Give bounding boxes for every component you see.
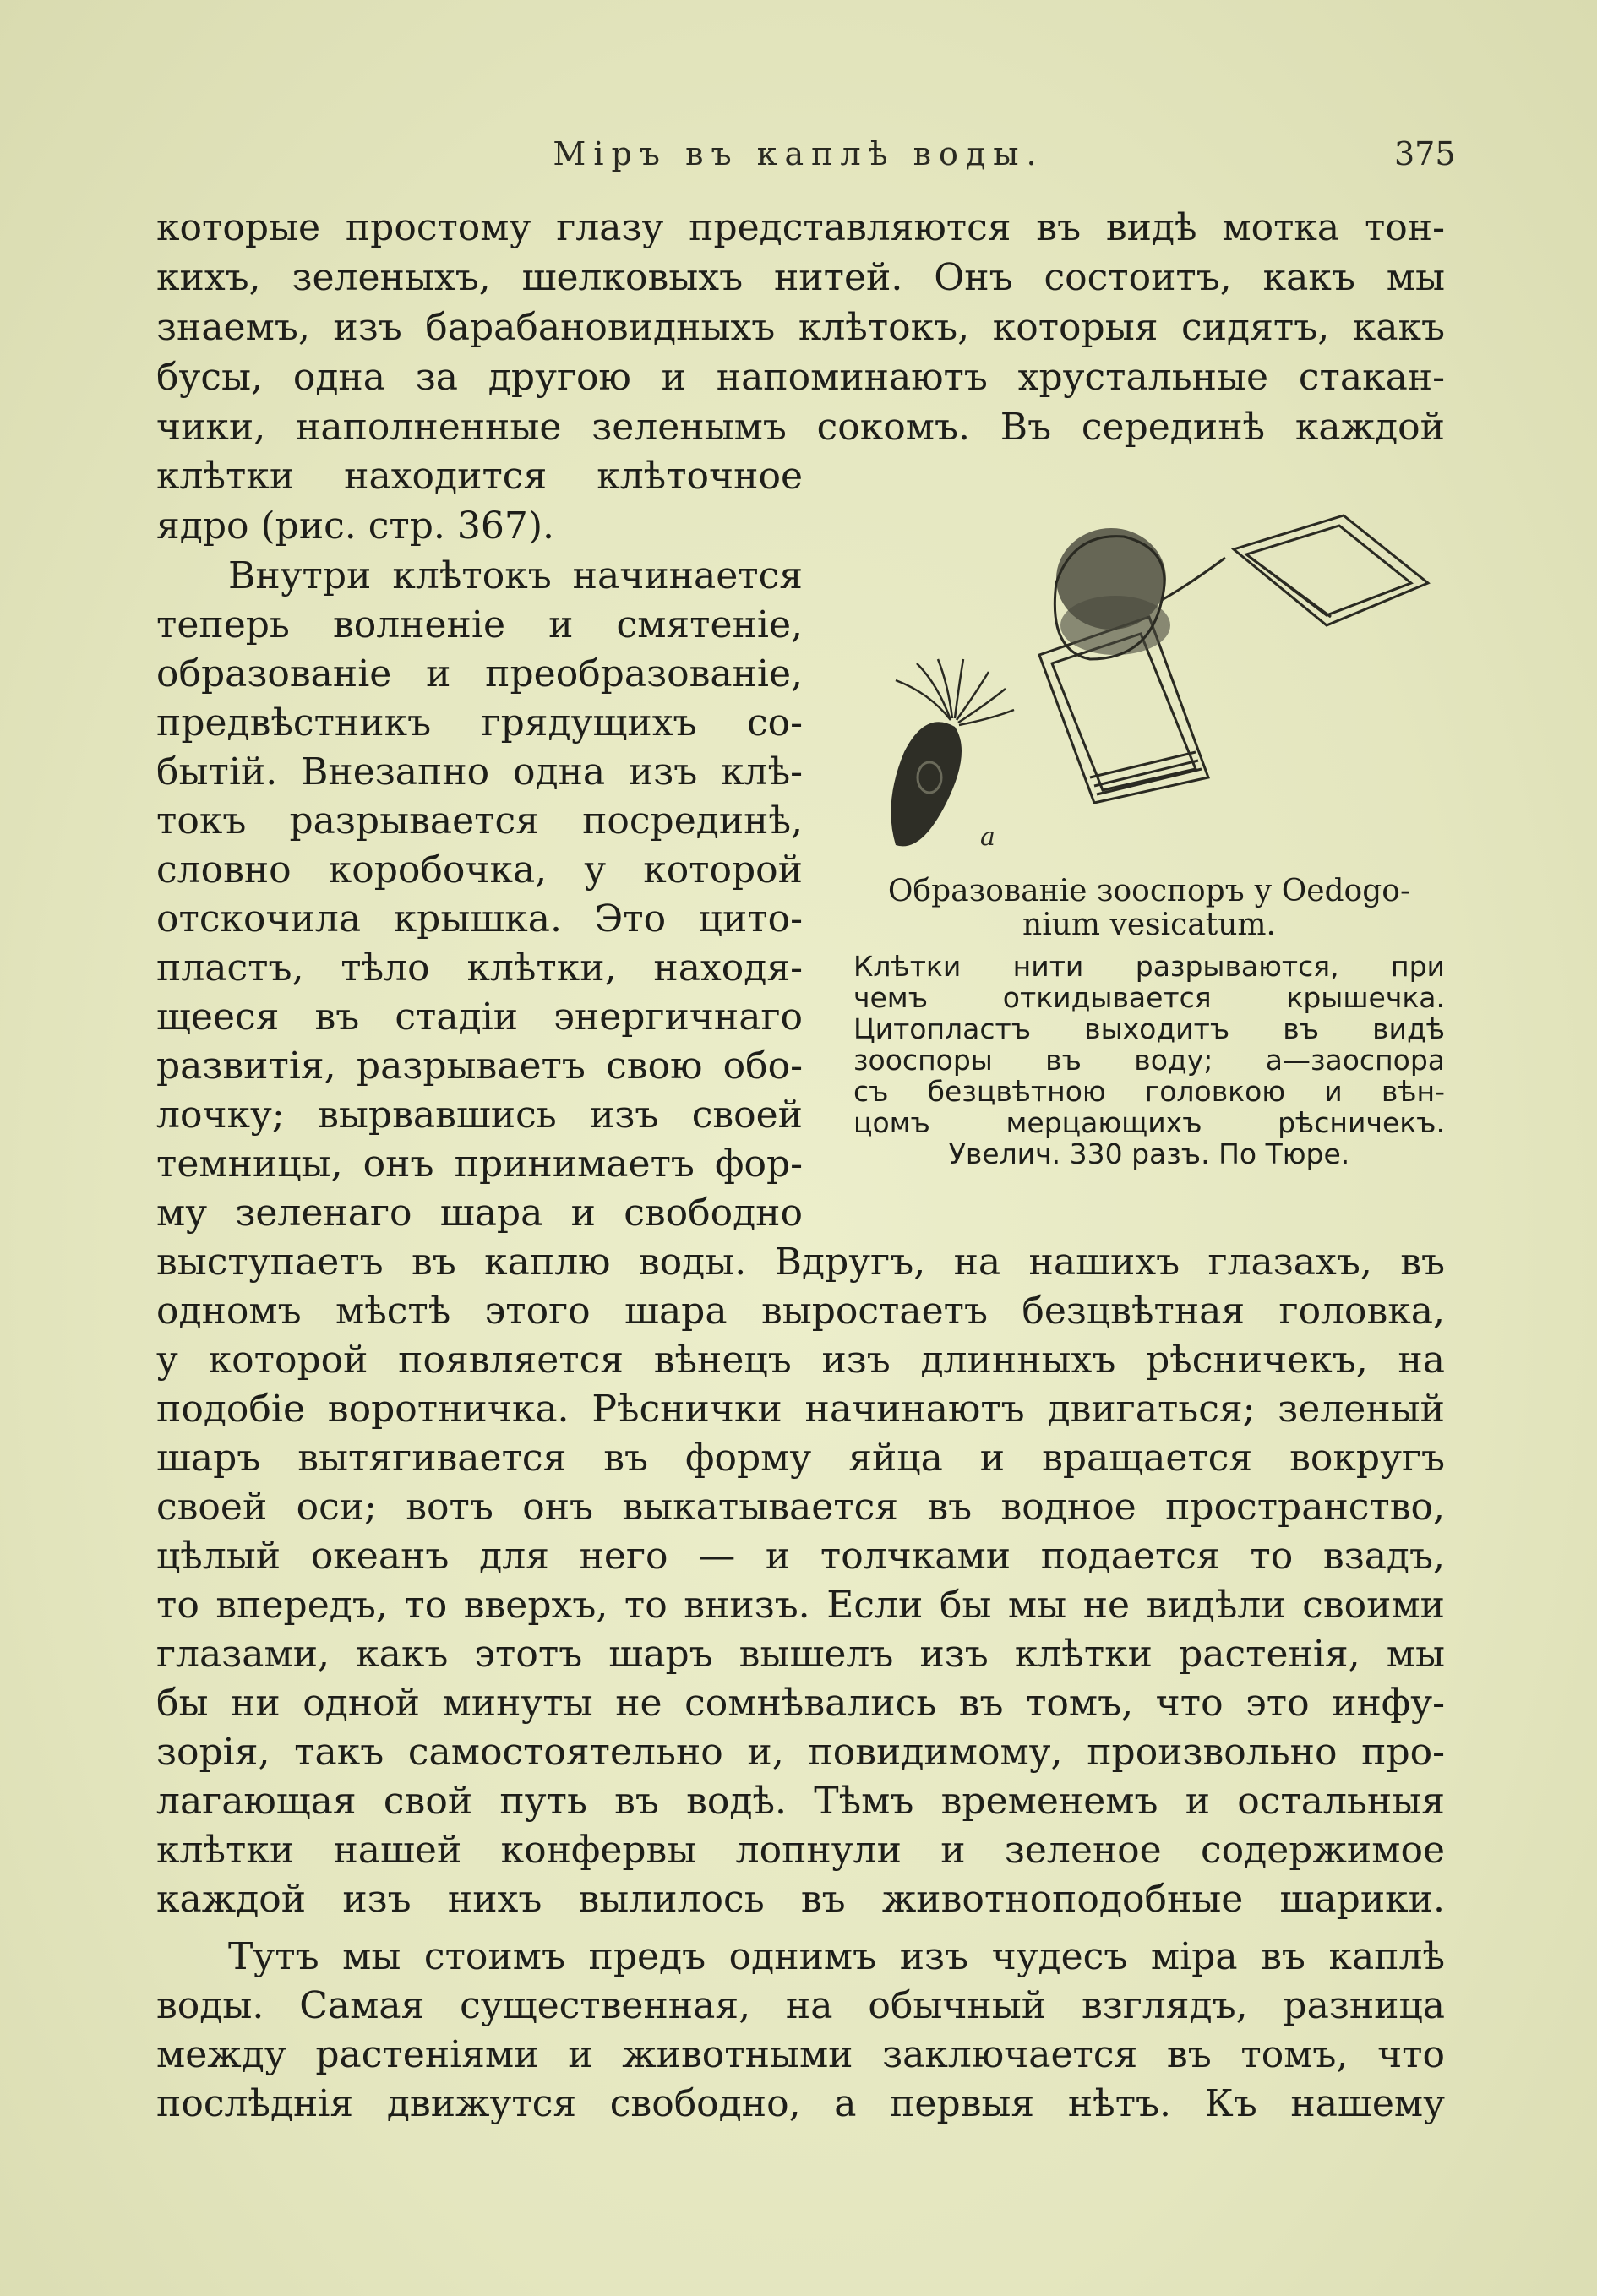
text-line: чики, наполненные зеленымъ сокомъ. Въ серединѣ каждой (156, 406, 1445, 449)
figure-caption-line: цомъ мерцающихъ рѣсничекъ. (853, 1106, 1445, 1139)
text-line: темницы, онъ принимаетъ фор- (156, 1143, 803, 1186)
figure-caption-line: съ безцвѣтною головкою и вѣн- (853, 1075, 1445, 1108)
figure-caption-line: Клѣтки нити разрываются, при (853, 950, 1445, 983)
text-line: каждой изъ нихъ вылилось въ животноподобные шарики. (156, 1878, 1445, 1921)
figure-caption-title: nium vesicatum. (1022, 908, 1276, 942)
text-line: цѣлый океанъ для него — и толчками подается то взадъ, (156, 1535, 1445, 1578)
zoospore-illustration (870, 499, 1462, 862)
text-line: знаемъ, изъ барабановидныхъ клѣтокъ, которыя сидятъ, какъ (156, 306, 1445, 349)
figure-caption-line: чемъ откидывается крышечка. (853, 981, 1445, 1014)
running-header: Міръ въ каплѣ воды. (553, 135, 1044, 172)
text-line: которые простому глазу представляются въ видѣ мотка тон- (156, 206, 1445, 249)
text-line: лочку; вырвавшись изъ своей (156, 1093, 803, 1137)
text-line: то впередъ, то вверхъ, то внизъ. Если бы мы не видѣли своими (156, 1584, 1445, 1627)
text-line: предвѣстникъ грядущихъ со- (156, 701, 803, 744)
figure-caption-line: Цитопластъ выходитъ въ видѣ (853, 1012, 1445, 1045)
text-line: лагающая свой путь въ водѣ. Тѣмъ временемъ и остальныя (156, 1780, 1445, 1823)
text-line: образованіе и преобразованіе, (156, 652, 803, 695)
text-line: словно коробочка, у которой (156, 848, 803, 892)
text-line: ядро (рис. стр. 367). (156, 504, 555, 548)
text-line: выступаетъ въ каплю воды. Вдругъ, на нашихъ глазахъ, въ (156, 1241, 1445, 1284)
text-line: послѣднія движутся свободно, а первыя нѣтъ. Къ нашему (156, 2082, 1445, 2125)
text-line: щееся въ стадіи энергичнаго (156, 995, 803, 1039)
text-line: Тутъ мы стоимъ предъ однимъ изъ чудесъ міра въ каплѣ (228, 1935, 1445, 1978)
figure-caption-line: зооспоры въ воду; a—заоспора (853, 1044, 1445, 1077)
figure-caption-title: Образованіе зооспоръ у Oedogo- (887, 874, 1411, 908)
figure-label-a: a (980, 822, 995, 852)
text-line: токъ разрывается посрединѣ, (156, 799, 803, 843)
text-line: теперь волненіе и смятеніе, (156, 603, 803, 646)
text-line: своей оси; вотъ онъ выкатывается въ водное пространство, (156, 1486, 1445, 1529)
text-line: пластъ, тѣло клѣтки, находя- (156, 946, 803, 990)
text-line: му зеленаго шара и свободно (156, 1192, 803, 1235)
text-line: подобіе воротничка. Рѣснички начинаютъ двигаться; зеленый (156, 1388, 1445, 1431)
text-line: кихъ, зеленыхъ, шелковыхъ нитей. Онъ состоитъ, какъ мы (156, 256, 1445, 299)
text-line: Внутри клѣтокъ начинается (228, 554, 803, 597)
page-number: 375 (1394, 135, 1456, 172)
text-line: клѣтки нашей конфервы лопнули и зеленое содержимое (156, 1829, 1445, 1872)
text-line: клѣтки находится клѣточное (156, 455, 803, 498)
figure-caption-line: Увелич. 330 разъ. По Тюре. (948, 1137, 1350, 1170)
text-line: воды. Самая существенная, на обычный взглядъ, разница (156, 1984, 1445, 2027)
text-line: у которой появляется вѣнецъ изъ длинныхъ рѣсничекъ, на (156, 1339, 1445, 1382)
text-line: одномъ мѣстѣ этого шара выростаетъ безцвѣтная головка, (156, 1290, 1445, 1333)
text-line: развитія, разрываетъ свою обо- (156, 1044, 803, 1088)
zoospore-a (891, 659, 1014, 852)
text-line: бытій. Внезапно одна изъ клѣ- (156, 750, 803, 794)
text-line: зорія, такъ самостоятельно и, повидимому, произвольно про- (156, 1731, 1445, 1774)
text-line: бы ни одной минуты не сомнѣвались въ томъ, что это инфу- (156, 1682, 1445, 1725)
text-line: бусы, одна за другою и напоминаютъ хрустальные стакан- (156, 356, 1445, 399)
open-cell-lid (1234, 515, 1428, 625)
escaping-cytoplast (1055, 528, 1225, 659)
text-line: между растеніями и животными заключается въ томъ, что (156, 2033, 1445, 2076)
text-line: глазами, какъ этотъ шаръ вышелъ изъ клѣтки растенія, мы (156, 1633, 1445, 1676)
text-line: шаръ вытягивается въ форму яйца и вращается вокругъ (156, 1437, 1445, 1480)
text-line: отскочила крышка. Это цито- (156, 897, 803, 941)
